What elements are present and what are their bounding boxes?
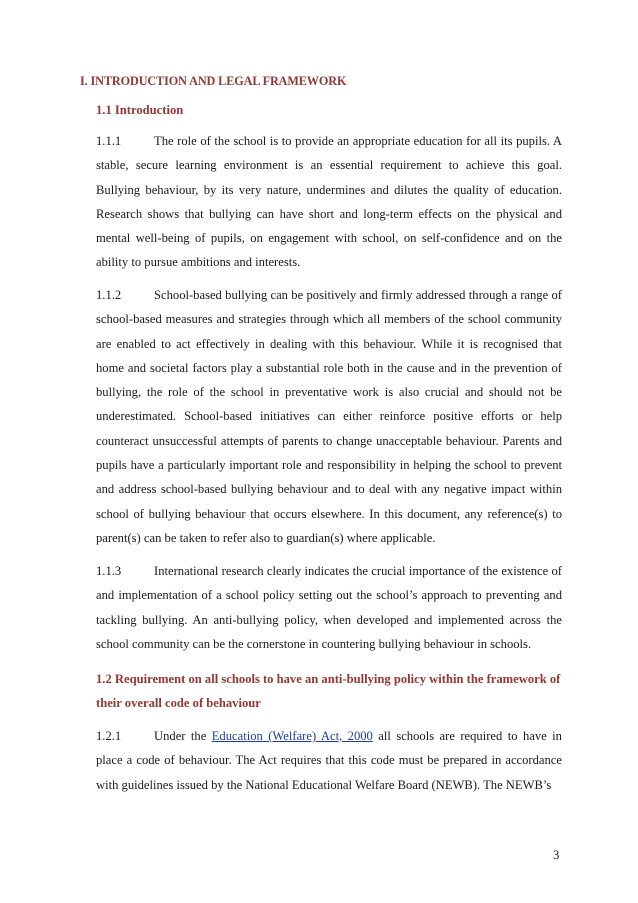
paragraph-number: 1.1.2	[96, 288, 122, 302]
paragraph-number: 1.2.1	[96, 729, 122, 743]
section-heading-requirement: 1.2 Requirement on all schools to have an anti-bullying policy within the framework of their overall code of behaviour	[96, 672, 561, 710]
paragraph-text-before-link: Under the	[154, 729, 207, 743]
paragraph-1-1-2	[96, 283, 562, 550]
paragraph-1-1-1	[96, 129, 562, 275]
paragraph-number: 1.1.1	[96, 134, 122, 148]
paragraph-text: The role of the school is to provide an appropriate education for all its pupils. A stable, secure learning environment is an essential requirement to achieve this goal. Bullying behaviour, by its very nature, undermines and dilutes the quality of education. Research shows that bullying can have short and long-term effects on the physical and mental well-being of pupils, on engagement with school, on self-confidence and on the ability to pursue ambitions and interests.	[96, 134, 562, 270]
paragraph-text: School-based bullying can be positively and firmly addressed through a range of school-based measures and strategies through which all members of the school community are enabled to act effectively in dealing with this behaviour. While it is recognised that home and societal factors play a substantial role both in the cause and in the prevention of bullying, the role of the school in preventative work is also crucial and should not be underestimated. School-based initiatives can either reinforce positive efforts or help counteract unsuccessful attempts of parents to change unacceptable behaviour. Parents and pupils have a particularly important role and responsibility in helping the school to prevent and address school-based bullying behaviour and to deal with any negative impact within school of bullying behaviour that occurs elsewhere. In this document, any reference(s) to parent(s) can be taken to refer also to guardian(s) where applicable.	[96, 288, 562, 545]
paragraph-1-1-3	[96, 559, 562, 656]
education-welfare-act-link[interactable]: Education (Welfare) Act, 2000	[211, 729, 373, 743]
section-heading-introduction: 1.1 Introduction	[96, 103, 184, 117]
chapter-heading: I. INTRODUCTION AND LEGAL FRAMEWORK	[80, 74, 347, 88]
paragraph-text-after-link: all schools are required to have in place a code of behaviour. The Act requires that this code must be prepared in accordance with guidelines issued by the National Educational Welfare Board (NEWB). The NEWB’s	[96, 729, 562, 792]
page-number: 3	[553, 848, 560, 862]
paragraph-text: International research clearly indicates the crucial importance of the existence of and implementation of a school policy setting out the school’s approach to preventing and tackling bullying. An anti-bullying policy, when developed and implemented across the school community can be the cornerstone in countering bullying behaviour in schools.	[96, 564, 562, 651]
paragraph-1-2-1	[96, 724, 562, 797]
paragraph-number: 1.1.3	[96, 564, 122, 578]
